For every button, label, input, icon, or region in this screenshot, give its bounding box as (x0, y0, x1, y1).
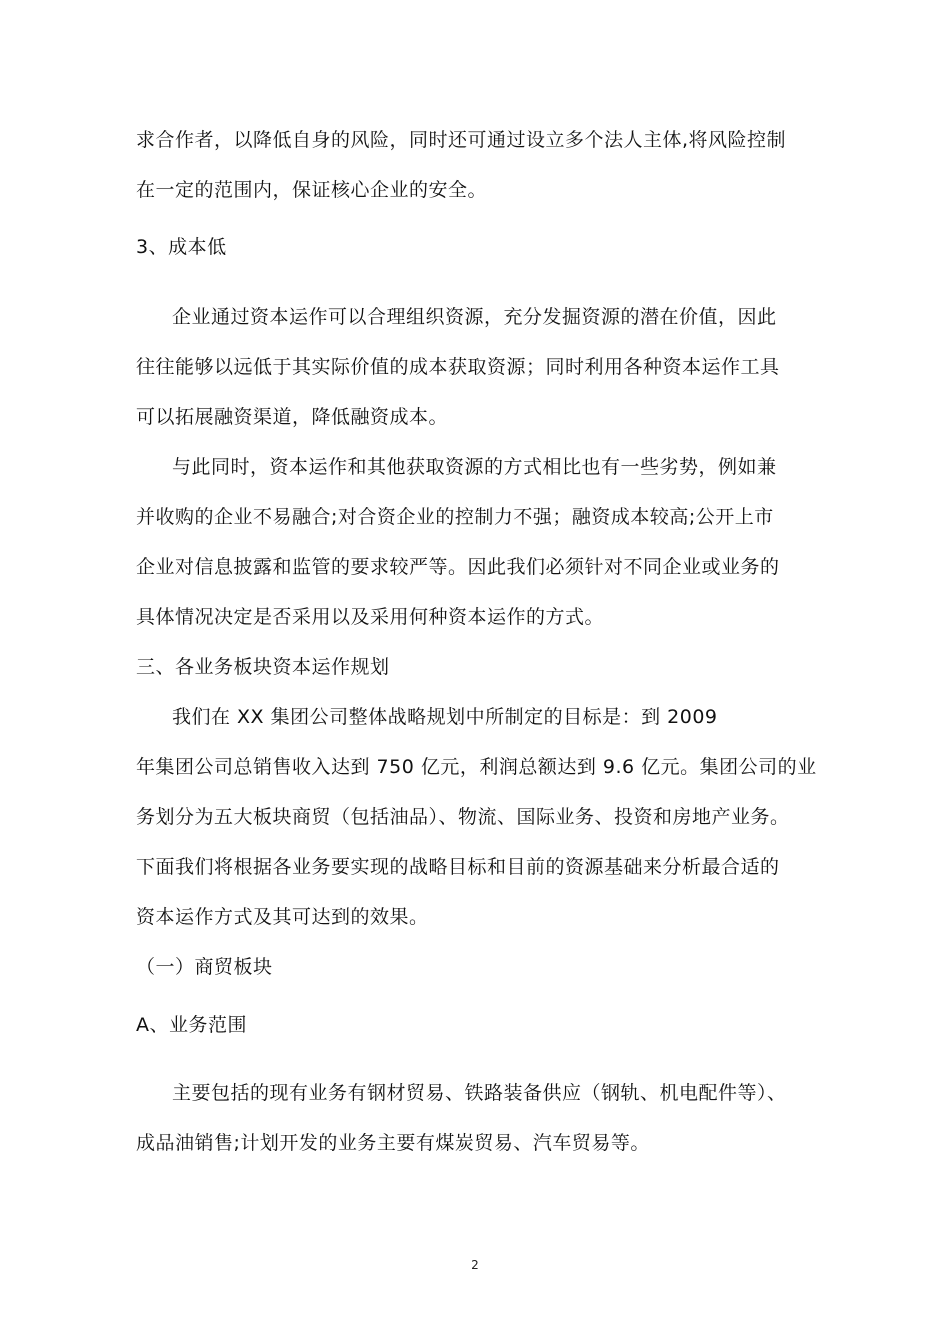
subsection-heading: A、业务范围 (136, 1014, 247, 1036)
paragraph-line: 与此同时，资本运作和其他获取资源的方式相比也有一些劣势，例如兼 (172, 456, 777, 478)
paragraph-line: 具体情况决定是否采用以及采用何种资本运作的方式。 (136, 606, 605, 628)
paragraph-line: 企业对信息披露和监管的要求较严等。因此我们必须针对不同企业或业务的 (136, 556, 780, 578)
subsection-heading: （一）商贸板块 (136, 956, 273, 978)
section-heading: 3、成本低 (136, 236, 227, 258)
paragraph-line: 务划分为五大板块商贸（包括油品）、物流、国际业务、投资和房地产业务。 (136, 806, 790, 828)
paragraph-line: 可以拓展融资渠道，降低融资成本。 (136, 406, 449, 428)
paragraph-line: 资本运作方式及其可达到的效果。 (136, 906, 429, 928)
paragraph-line: 往往能够以远低于其实际价值的成本获取资源；同时利用各种资本运作工具 (136, 356, 780, 378)
paragraph-line: 下面我们将根据各业务要实现的战略目标和目前的资源基础来分析最合适的 (136, 856, 780, 878)
paragraph-line: 企业通过资本运作可以合理组织资源，充分发掘资源的潜在价值，因此 (172, 306, 777, 328)
paragraph-line: 我们在 XX 集团公司整体战略规划中所制定的目标是：到 2009 (172, 706, 718, 728)
page-number: 2 (471, 1258, 479, 1272)
section-heading: 三、各业务板块资本运作规划 (136, 656, 390, 678)
paragraph-line: 成品油销售;计划开发的业务主要有煤炭贸易、汽车贸易等。 (136, 1132, 650, 1154)
paragraph-line: 在一定的范围内，保证核心企业的安全。 (136, 179, 488, 201)
paragraph-line: 主要包括的现有业务有钢材贸易、铁路装备供应（钢轨、机电配件等）、 (172, 1082, 787, 1104)
paragraph-line: 求合作者，以降低自身的风险，同时还可通过设立多个法人主体,将风险控制 (136, 129, 787, 151)
paragraph-line: 年集团公司总销售收入达到 750 亿元，利润总额达到 9.6 亿元。集团公司的业 (136, 756, 817, 778)
paragraph-line: 并收购的企业不易融合;对合资企业的控制力不强；融资成本较高;公开上市 (136, 506, 774, 528)
